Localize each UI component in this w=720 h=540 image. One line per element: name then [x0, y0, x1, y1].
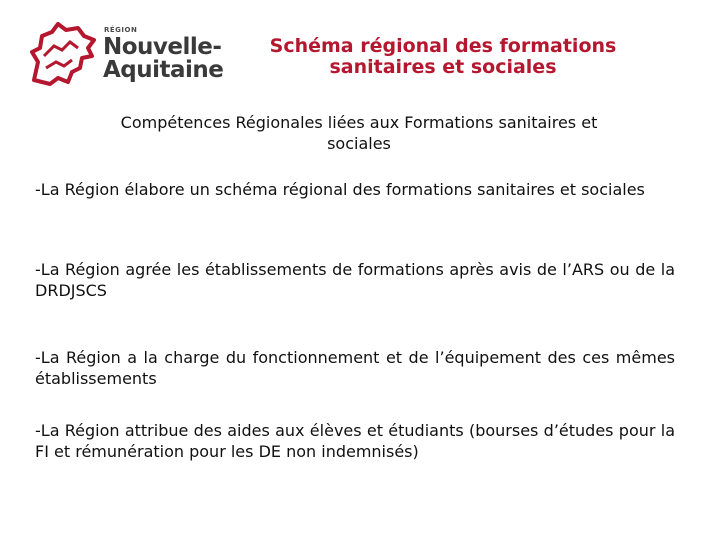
section-subtitle — [44, 112, 674, 154]
logo-name-line2: Aquitaine — [103, 57, 224, 83]
paragraph-schema: -La Région élabore un schéma régional des formations sanitaires et sociales — [35, 180, 645, 199]
page-title — [218, 36, 668, 78]
title-line2: sanitaires et sociales — [329, 56, 557, 78]
subtitle-line2: sociales — [327, 134, 391, 153]
logo-region-label: RÉGION — [104, 26, 138, 34]
region-logo — [28, 22, 224, 88]
paragraph-fonctionnement: -La Région a la charge du fonctionnement et de l’équipement des ces mêmes établissements — [35, 348, 675, 388]
lion-emblem-icon — [28, 22, 98, 88]
logo-name-line1: Nouvelle- — [103, 34, 222, 60]
paragraph-aides: -La Région attribue des aides aux élèves et étudiants (bourses d’études pour la FI et rémunération pour les DE non indemnisés) — [35, 421, 675, 461]
paragraph-agrement: -La Région agrée les établissements de formations après avis de l’ARS ou de la DRDJSCS — [35, 260, 675, 300]
title-line1: Schéma régional des formations — [269, 35, 617, 57]
subtitle-line1: Compétences Régionales liées aux Formations sanitaires et — [120, 113, 598, 132]
